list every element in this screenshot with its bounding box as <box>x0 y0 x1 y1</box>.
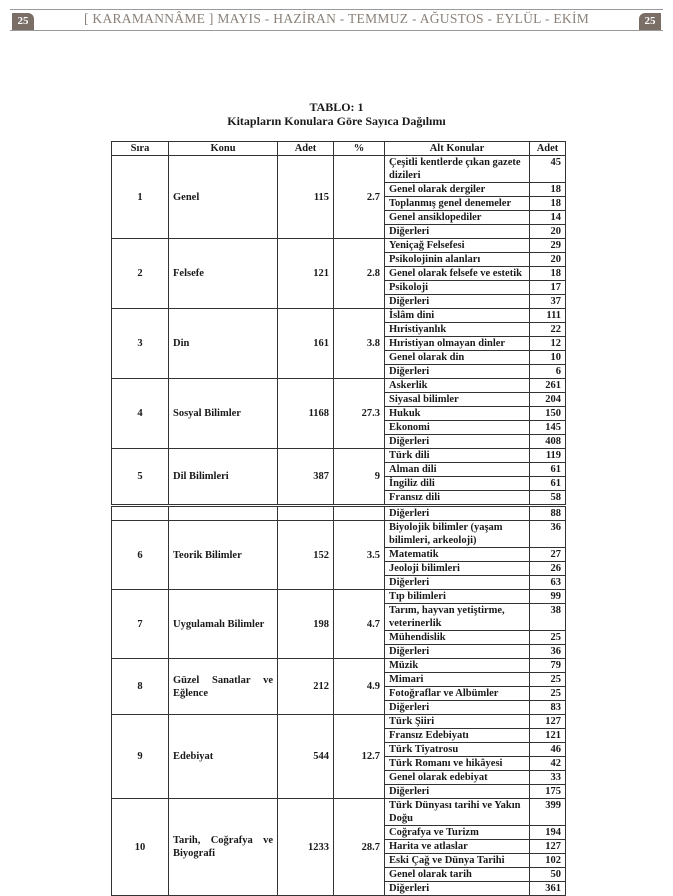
sub-topic-name: Diğerleri <box>385 645 530 659</box>
konu-cell: Edebiyat <box>169 715 278 799</box>
percent-cell: 2.8 <box>334 239 385 309</box>
sira-cell: 9 <box>112 715 169 799</box>
sub-topic-name: Diğerleri <box>385 435 530 449</box>
sub-topic-name: Türk Dünyası tarihi ve Yakın Doğu <box>385 799 530 826</box>
table-title-block <box>0 100 673 128</box>
sub-topic-name: Toplanmış genel denemeler <box>385 197 530 211</box>
col-header-adet: Adet <box>278 142 334 156</box>
konu-cell-empty <box>169 507 278 521</box>
sira-cell: 4 <box>112 379 169 449</box>
sub-topic-count: 61 <box>530 463 566 477</box>
adet-cell: 1168 <box>278 379 334 449</box>
sub-topic-count: 18 <box>530 197 566 211</box>
sub-topic-count: 25 <box>530 631 566 645</box>
distribution-table-part-2 <box>111 506 566 896</box>
sub-topic-name: Psikoloji <box>385 281 530 295</box>
percent-cell-empty <box>334 507 385 521</box>
percent-cell: 2.7 <box>334 156 385 239</box>
sub-topic-count: 25 <box>530 687 566 701</box>
sub-topic-count: 99 <box>530 590 566 604</box>
sub-topic-name: Genel olarak din <box>385 351 530 365</box>
sub-topic-name: Çeşitli kentlerde çıkan gazete dizileri <box>385 156 530 183</box>
konu-cell: Tarih, Coğrafya ve Biyografi <box>169 799 278 896</box>
col-header-alt-konular: Alt Konular <box>385 142 530 156</box>
sub-topic-name: Genel ansiklopediler <box>385 211 530 225</box>
running-header <box>10 9 663 31</box>
sub-topic-name: Alman dili <box>385 463 530 477</box>
sub-topic-count: 79 <box>530 659 566 673</box>
sub-topic-name: Diğerleri <box>385 365 530 379</box>
percent-cell: 12.7 <box>334 715 385 799</box>
sub-topic-count: 121 <box>530 729 566 743</box>
running-title: [ KARAMANNÂME ] MAYIS - HAZİRAN - TEMMUZ - AĞUSTOS - EYLÜL - EKİM <box>83 11 590 26</box>
table-label: TABLO: 1 <box>309 100 364 114</box>
sub-topic-name: Eski Çağ ve Dünya Tarihi <box>385 854 530 868</box>
sub-topic-name: Türk Romanı ve hikâyesi <box>385 757 530 771</box>
sub-topic-count: 10 <box>530 351 566 365</box>
sira-cell: 3 <box>112 309 169 379</box>
sub-topic-name: Diğerleri <box>385 882 530 896</box>
sub-topic-name: Türk Tiyatrosu <box>385 743 530 757</box>
adet-cell: 387 <box>278 449 334 505</box>
adet-cell: 1233 <box>278 799 334 896</box>
sub-topic-count: 83 <box>530 701 566 715</box>
table-row-group-start <box>112 449 566 463</box>
sub-topic-name: Fransız Edebiyatı <box>385 729 530 743</box>
sub-topic-count: 42 <box>530 757 566 771</box>
sub-topic-count: 399 <box>530 799 566 826</box>
sub-topic-count: 36 <box>530 521 566 548</box>
sira-cell: 10 <box>112 799 169 896</box>
col-header-sira: Sıra <box>112 142 169 156</box>
sira-cell: 5 <box>112 449 169 505</box>
sub-topic-name: Genel olarak tarih <box>385 868 530 882</box>
sub-topic-name: Diğerleri <box>385 785 530 799</box>
sub-topic-count: 194 <box>530 826 566 840</box>
sub-topic-count: 29 <box>530 239 566 253</box>
sub-topic-name: Coğrafya ve Turizm <box>385 826 530 840</box>
table-row-group-start <box>112 590 566 604</box>
table-row-group-start <box>112 156 566 183</box>
percent-cell: 28.7 <box>334 799 385 896</box>
adet-cell: 121 <box>278 239 334 309</box>
sub-topic-count: 22 <box>530 323 566 337</box>
konu-cell: Dil Bilimleri <box>169 449 278 505</box>
sub-topic-count: 361 <box>530 882 566 896</box>
sub-topic-name: Fotoğraflar ve Albümler <box>385 687 530 701</box>
sub-topic-name: Müzik <box>385 659 530 673</box>
page-number-right: 25 <box>639 13 661 30</box>
sub-topic-name: Diğerleri <box>385 225 530 239</box>
sub-topic-count: 58 <box>530 491 566 505</box>
sub-topic-count: 46 <box>530 743 566 757</box>
sub-topic-name: Hıristiyan olmayan dinler <box>385 337 530 351</box>
sub-topic-count: 17 <box>530 281 566 295</box>
page-number-left: 25 <box>12 13 34 30</box>
sub-topic-name: Hıristiyanlık <box>385 323 530 337</box>
sira-cell: 1 <box>112 156 169 239</box>
table-row-group-start <box>112 521 566 548</box>
adet-cell: 115 <box>278 156 334 239</box>
konu-cell: Güzel Sanatlar ve Eğlence <box>169 659 278 715</box>
sub-topic-count: 38 <box>530 604 566 631</box>
konu-cell: Sosyal Bilimler <box>169 379 278 449</box>
adet-cell: 198 <box>278 590 334 659</box>
sub-topic-count: 127 <box>530 840 566 854</box>
sub-topic-count: 175 <box>530 785 566 799</box>
percent-cell: 3.5 <box>334 521 385 590</box>
konu-cell: Felsefe <box>169 239 278 309</box>
adet-cell: 152 <box>278 521 334 590</box>
sub-topic-name: Tıp bilimleri <box>385 590 530 604</box>
sub-topic-name: Hukuk <box>385 407 530 421</box>
col-header-percent: % <box>334 142 385 156</box>
sub-topic-name: Diğerleri <box>385 701 530 715</box>
sub-topic-count: 45 <box>530 156 566 183</box>
table-caption: Kitapların Konulara Göre Sayıca Dağılımı <box>227 114 446 128</box>
table-row-continuation <box>112 507 566 521</box>
adet-cell-empty <box>278 507 334 521</box>
sub-topic-count: 20 <box>530 225 566 239</box>
sub-topic-count: 63 <box>530 576 566 590</box>
sira-cell: 6 <box>112 521 169 590</box>
adet-cell: 212 <box>278 659 334 715</box>
col-header-konu: Konu <box>169 142 278 156</box>
table-header-row <box>112 142 566 156</box>
sub-topic-name: Türk dili <box>385 449 530 463</box>
sub-topic-count: 145 <box>530 421 566 435</box>
percent-cell: 4.9 <box>334 659 385 715</box>
adet-cell: 161 <box>278 309 334 379</box>
sub-topic-count: 150 <box>530 407 566 421</box>
distribution-table-part-1 <box>111 141 566 505</box>
sub-topic-name: Biyolojik bilimler (yaşam bilimleri, arkeoloji) <box>385 521 530 548</box>
sub-topic-name: Diğerleri <box>385 507 530 521</box>
konu-cell: Din <box>169 309 278 379</box>
sub-topic-count: 12 <box>530 337 566 351</box>
sub-topic-name: Yeniçağ Felsefesi <box>385 239 530 253</box>
sub-topic-count: 102 <box>530 854 566 868</box>
table-row-group-start <box>112 715 566 729</box>
percent-cell: 3.8 <box>334 309 385 379</box>
sub-topic-name: Harita ve atlaslar <box>385 840 530 854</box>
sub-topic-count: 408 <box>530 435 566 449</box>
sub-topic-name: Psikolojinin alanları <box>385 253 530 267</box>
sub-topic-count: 204 <box>530 393 566 407</box>
sub-topic-count: 119 <box>530 449 566 463</box>
sira-cell: 8 <box>112 659 169 715</box>
sub-topic-name: Fransız dili <box>385 491 530 505</box>
sub-topic-count: 88 <box>530 507 566 521</box>
sub-topic-count: 261 <box>530 379 566 393</box>
sub-topic-count: 111 <box>530 309 566 323</box>
sub-topic-count: 6 <box>530 365 566 379</box>
percent-cell: 9 <box>334 449 385 505</box>
sira-cell: 7 <box>112 590 169 659</box>
table-row-group-start <box>112 659 566 673</box>
sub-topic-count: 18 <box>530 267 566 281</box>
sub-topic-count: 25 <box>530 673 566 687</box>
sub-topic-count: 33 <box>530 771 566 785</box>
sub-topic-name: Türk Şiiri <box>385 715 530 729</box>
sub-topic-name: Mimari <box>385 673 530 687</box>
sub-topic-name: İslâm dini <box>385 309 530 323</box>
konu-cell: Genel <box>169 156 278 239</box>
sub-topic-count: 20 <box>530 253 566 267</box>
sub-topic-name: Ekonomi <box>385 421 530 435</box>
konu-cell: Teorik Bilimler <box>169 521 278 590</box>
sub-topic-name: Diğerleri <box>385 576 530 590</box>
sub-topic-name: Mühendislik <box>385 631 530 645</box>
sub-topic-count: 26 <box>530 562 566 576</box>
sub-topic-name: Genel olarak dergiler <box>385 183 530 197</box>
adet-cell: 544 <box>278 715 334 799</box>
sira-cell-empty <box>112 507 169 521</box>
table-row-group-start <box>112 309 566 323</box>
sub-topic-name: Genel olarak felsefe ve estetik <box>385 267 530 281</box>
sub-topic-count: 18 <box>530 183 566 197</box>
table-row-group-start <box>112 799 566 826</box>
table-row-group-start <box>112 239 566 253</box>
sub-topic-name: İngiliz dili <box>385 477 530 491</box>
sub-topic-name: Jeoloji bilimleri <box>385 562 530 576</box>
percent-cell: 4.7 <box>334 590 385 659</box>
sub-topic-name: Tarım, hayvan yetiştirme, veterinerlik <box>385 604 530 631</box>
sub-topic-name: Matematik <box>385 548 530 562</box>
sub-topic-count: 50 <box>530 868 566 882</box>
sub-topic-count: 36 <box>530 645 566 659</box>
sub-topic-count: 14 <box>530 211 566 225</box>
col-header-alt-adet: Adet <box>530 142 566 156</box>
sub-topic-count: 37 <box>530 295 566 309</box>
sub-topic-name: Diğerleri <box>385 295 530 309</box>
sub-topic-name: Genel olarak edebiyat <box>385 771 530 785</box>
sira-cell: 2 <box>112 239 169 309</box>
sub-topic-name: Askerlik <box>385 379 530 393</box>
sub-topic-count: 27 <box>530 548 566 562</box>
percent-cell: 27.3 <box>334 379 385 449</box>
konu-cell: Uygulamalı Bilimler <box>169 590 278 659</box>
table-row-group-start <box>112 379 566 393</box>
sub-topic-count: 127 <box>530 715 566 729</box>
sub-topic-name: Siyasal bilimler <box>385 393 530 407</box>
sub-topic-count: 61 <box>530 477 566 491</box>
